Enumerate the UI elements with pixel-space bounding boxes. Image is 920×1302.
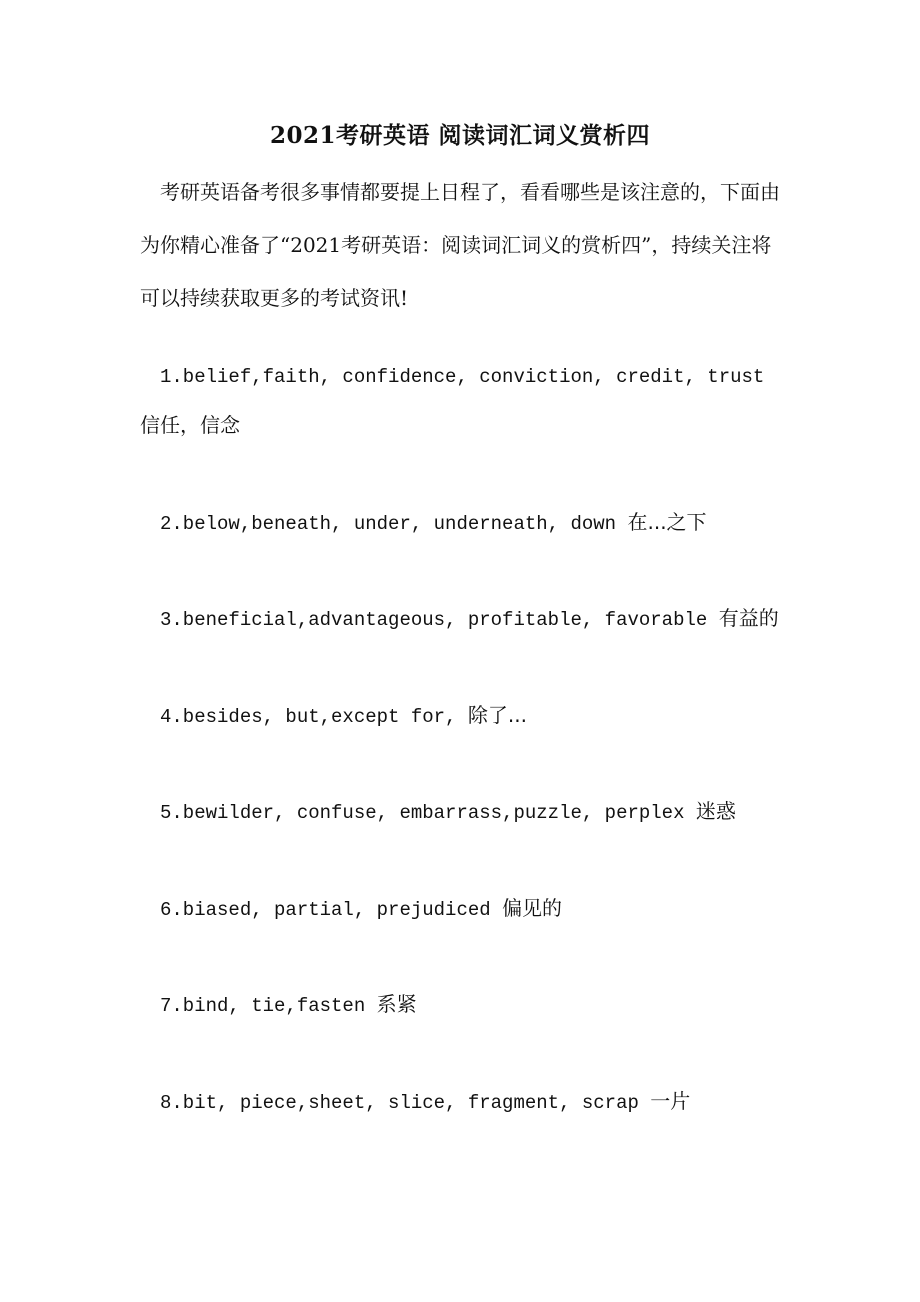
list-item: [140, 884, 800, 934]
item-chinese: 有益的: [718, 606, 779, 630]
item-english: 4.besides, but,except for,: [160, 706, 457, 728]
item-chinese: 除了...: [467, 703, 527, 727]
item-english: 7.bind, tie,fasten: [160, 995, 366, 1017]
item-chinese: 迷惑: [695, 799, 736, 823]
list-item: [140, 980, 800, 1030]
intro-paragraph: 考研英语备考很多事情都要提上日程了，看看哪些是该注意的，下面由为你精心准备了“2021考研英语：阅读词汇词义的赏析四”，持续关注将可以持续获取更多的考试资讯!: [140, 180, 780, 310]
item-english: 8.bit, piece,sheet, slice, fragment, scrap: [160, 1092, 639, 1114]
item-english: 5.bewilder, confuse, embarrass,puzzle, perplex: [160, 802, 685, 824]
item-chinese: 偏见的: [502, 896, 563, 920]
list-item: [140, 691, 800, 741]
list-item: [140, 594, 800, 644]
item-english: 6.biased, partial, prejudiced: [160, 899, 491, 921]
list-item: [140, 498, 800, 548]
list-item: [140, 353, 780, 451]
document-title: 2021考研英语 阅读词汇词义赏析四: [269, 122, 651, 149]
item-english: 2.below,beneath, under, underneath, down: [160, 513, 617, 535]
item-chinese: 信任，信念: [140, 413, 240, 437]
item-chinese: 在...之下: [627, 510, 707, 534]
list-item: [140, 1077, 800, 1127]
item-english: 3.beneficial,advantageous, profitable, favorable: [160, 609, 708, 631]
list-item: [140, 787, 800, 837]
item-chinese: 系紧: [376, 992, 417, 1016]
item-chinese: 一片: [650, 1089, 691, 1113]
item-english: 1.belief,faith, confidence, conviction, credit, trust: [160, 366, 765, 388]
